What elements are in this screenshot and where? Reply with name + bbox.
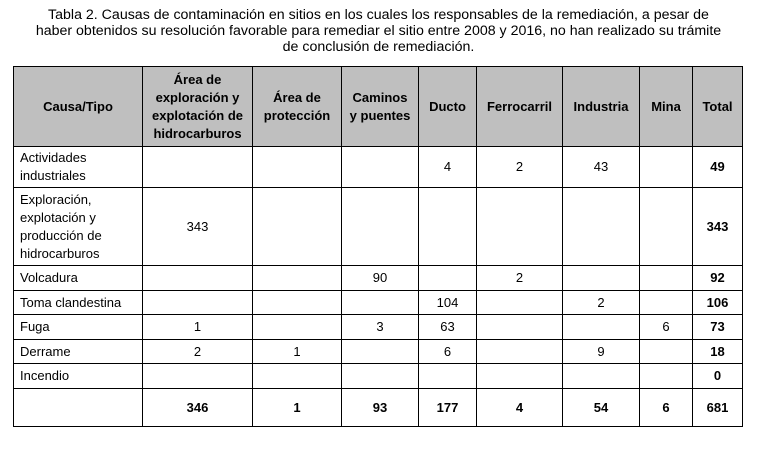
- cell-exploracion: 1: [143, 315, 253, 340]
- cell-exploracion: [143, 147, 253, 188]
- cell-ducto: 4: [419, 147, 477, 188]
- grand-total: 681: [693, 389, 743, 427]
- cell-proteccion: [253, 291, 342, 315]
- cell-proteccion: 1: [253, 340, 342, 364]
- cell-total: 0: [693, 364, 743, 389]
- cell-exploracion: 2: [143, 340, 253, 364]
- row-cause: Volcadura: [14, 266, 143, 291]
- header-row: [14, 67, 743, 147]
- cell-ferrocarril: [477, 364, 563, 389]
- cell-exploracion: [143, 364, 253, 389]
- cell-exploracion: 343: [143, 188, 253, 266]
- cell-exploracion: [143, 266, 253, 291]
- cell-mina: [640, 340, 693, 364]
- cell-ducto: 63: [419, 315, 477, 340]
- cell-ducto: 104: [419, 291, 477, 315]
- table-row: [14, 340, 743, 364]
- cell-caminos: [342, 364, 419, 389]
- row-cause: Exploración, explotación y producción de hidrocarburos: [14, 188, 143, 266]
- cell-proteccion: [253, 315, 342, 340]
- table-row: [14, 291, 743, 315]
- total-ducto: 177: [419, 389, 477, 427]
- header-total: Total: [693, 67, 743, 147]
- totals-label: [14, 389, 143, 427]
- row-cause: Fuga: [14, 315, 143, 340]
- cell-ferrocarril: [477, 315, 563, 340]
- cell-proteccion: [253, 364, 342, 389]
- total-caminos: 93: [342, 389, 419, 427]
- cell-industria: 9: [563, 340, 640, 364]
- caption-line-3: de conclusión de remediación.: [282, 39, 475, 55]
- cell-ferrocarril: 2: [477, 147, 563, 188]
- total-ferrocarril: 4: [477, 389, 563, 427]
- header-mina: Mina: [640, 67, 693, 147]
- cell-ducto: [419, 364, 477, 389]
- cell-ferrocarril: [477, 340, 563, 364]
- cell-exploracion: [143, 291, 253, 315]
- header-exploracion: Área de exploración y explotación de hidrocarburos: [143, 67, 253, 147]
- row-cause: Incendio: [14, 364, 143, 389]
- cell-proteccion: [253, 188, 342, 266]
- contamination-causes-table: [13, 66, 743, 427]
- cell-total: 18: [693, 340, 743, 364]
- cell-caminos: [342, 147, 419, 188]
- cell-total: 73: [693, 315, 743, 340]
- cell-industria: 2: [563, 291, 640, 315]
- cell-total: 92: [693, 266, 743, 291]
- cell-industria: [563, 266, 640, 291]
- cell-ducto: 6: [419, 340, 477, 364]
- cell-total: 343: [693, 188, 743, 266]
- header-cause: Causa/Tipo: [14, 67, 143, 147]
- cell-total: 49: [693, 147, 743, 188]
- cell-mina: [640, 188, 693, 266]
- cell-caminos: 90: [342, 266, 419, 291]
- total-proteccion: 1: [253, 389, 342, 427]
- cell-mina: [640, 266, 693, 291]
- total-industria: 54: [563, 389, 640, 427]
- cell-industria: [563, 315, 640, 340]
- total-mina: 6: [640, 389, 693, 427]
- header-ferrocarril: Ferrocarril: [477, 67, 563, 147]
- cell-industria: [563, 364, 640, 389]
- totals-row: [14, 389, 743, 427]
- header-caminos: Caminos y puentes: [342, 67, 419, 147]
- cell-mina: 6: [640, 315, 693, 340]
- cell-proteccion: [253, 147, 342, 188]
- total-exploracion: 346: [143, 389, 253, 427]
- cell-ferrocarril: [477, 188, 563, 266]
- row-cause: Actividades industriales: [14, 147, 143, 188]
- table-row: [14, 147, 743, 188]
- table-row: [14, 188, 743, 266]
- table-row: [14, 266, 743, 291]
- cell-industria: 43: [563, 147, 640, 188]
- cell-total: 106: [693, 291, 743, 315]
- cell-ferrocarril: 2: [477, 266, 563, 291]
- header-proteccion: Área de protección: [253, 67, 342, 147]
- header-ducto: Ducto: [419, 67, 477, 147]
- cell-caminos: [342, 188, 419, 266]
- cell-mina: [640, 291, 693, 315]
- cell-industria: [563, 188, 640, 266]
- cell-caminos: 3: [342, 315, 419, 340]
- caption-line-1: Tabla 2. Causas de contaminación en sitios en los cuales los responsables de la remediación, a pesar de: [48, 7, 709, 23]
- cell-proteccion: [253, 266, 342, 291]
- cell-ducto: [419, 266, 477, 291]
- table-caption: [6, 7, 751, 55]
- caption-line-2: haber obtenidos su resolución favorable para remediar el sitio entre 2008 y 2016, no han realizado su trámite: [35, 23, 722, 39]
- row-cause: Toma clandestina: [14, 291, 143, 315]
- table-row: [14, 315, 743, 340]
- cell-mina: [640, 147, 693, 188]
- table-row: [14, 364, 743, 389]
- row-cause: Derrame: [14, 340, 143, 364]
- cell-mina: [640, 364, 693, 389]
- cell-caminos: [342, 340, 419, 364]
- cell-ferrocarril: [477, 291, 563, 315]
- header-industria: Industria: [563, 67, 640, 147]
- cell-ducto: [419, 188, 477, 266]
- cell-caminos: [342, 291, 419, 315]
